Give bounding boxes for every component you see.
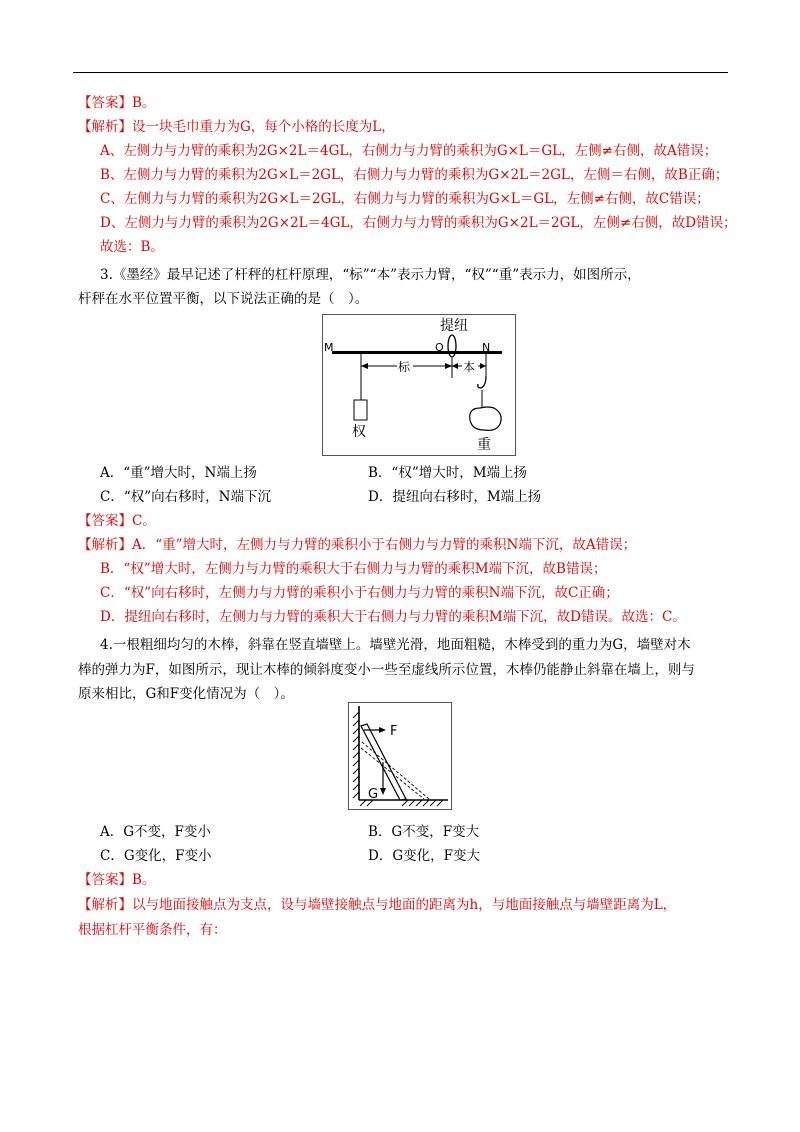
q4-analysis: 【解析】以与地面接触点为支点，设与墙壁接触点与地面的距离为h，与地面接触点与墙壁距离为L， [78, 897, 677, 913]
rod-wall-figure [348, 702, 452, 810]
q3-option-a: A．“重”增大时，N端上扬 [100, 465, 257, 481]
arrow-left-icon [361, 363, 368, 369]
q4-option-c: C．G变化，F变小 [100, 848, 212, 864]
label-biao: 标 [398, 360, 411, 374]
q3-stem: 杆秤在水平位置平衡，以下说法正确的是（ ）。 [78, 291, 369, 307]
q4-option-b: B．G不变，F变大 [368, 824, 480, 840]
arrow-right-icon [379, 727, 386, 733]
q3-analysis-first: 【解析】A．“重”增大时，左侧力与力臂的乘积小于右侧力与力臂的乘积N端下沉，故A错误； [78, 537, 637, 553]
q4-option-d: D．G变化，F变大 [368, 848, 480, 864]
header-rule [73, 72, 728, 73]
arrow-left-icon [452, 363, 458, 369]
label-ben: 本 [463, 360, 476, 374]
q4-stem: 原来相比，G和F变化情况为（ ）。 [78, 686, 294, 702]
q3-stem: 3.《墨经》最早记述了杆秤的杠杆原理，“标”“本”表示力臂，“权”“重”表示力，如图所示， [100, 267, 641, 283]
q3-option-c: C．“权”向右移时，N端下沉 [100, 489, 271, 505]
steelyard-figure [322, 314, 516, 456]
label-M: M [324, 341, 334, 354]
q2-analysis-line: B、左侧力与力臂的乘积为2G×L＝2GL，右侧力与力臂的乘积为G×2L＝2GL，左侧＝右侧，故B正确； [100, 167, 729, 183]
label-F: F [390, 724, 398, 739]
label-zhong: 重 [477, 437, 491, 453]
label-N: N [482, 341, 491, 354]
beam [332, 351, 502, 354]
q3-option-b: B．“权”增大时，M端上扬 [368, 465, 528, 481]
q4-stem: 4.一根粗细均匀的木棒，斜靠在竖直墙壁上。墙壁光滑，地面粗糙，木棒受到的重力为G，墙壁对木 [100, 637, 691, 653]
q3-analysis-line: B．“权”增大时，左侧力与力臂的乘积大于右侧力与力臂的乘积M端下沉，故B错误； [100, 561, 607, 577]
q2-analysis-line: C、左侧力与力臂的乘积为2G×L＝2GL，右侧力与力臂的乘积为G×L＝GL，左侧≠右侧，故C错误； [100, 191, 710, 207]
q3-analysis-line: C．“权”向右移时，左侧力与力臂的乘积小于右侧力与力臂的乘积N端下沉，故C正确； [100, 585, 619, 601]
q3-analysis-line: D．提纽向右移时，左侧力与力臂的乘积大于右侧力与力臂的乘积M端下沉，故D错误。故选：C。 [100, 609, 686, 625]
label-O: O [435, 341, 444, 354]
q4-stem: 棒的弹力为F，如图所示，现让木棒的倾斜度变小一些至虚线所示位置，木棒仍能静止斜靠在墙上，则与 [78, 662, 695, 678]
label-G: G [368, 787, 379, 802]
label-tizu: 提纽 [440, 318, 468, 334]
q2-analysis-line: 故选：B。 [100, 239, 164, 255]
q3-option-d: D．提纽向右移时，M端上扬 [368, 489, 542, 505]
quan-weight [354, 400, 367, 420]
q2-analysis-line: D、左侧力与力臂的乘积为2G×2L＝4GL，右侧力与力臂的乘积为G×2L＝2GL，左侧≠右侧，故D错误； [100, 215, 737, 231]
zhong-object [470, 407, 501, 430]
arrow-right-icon [480, 363, 486, 369]
arrow-down-icon [380, 788, 386, 795]
q2-analysis-intro: 【解析】设一块毛巾重力为G，每个小格的长度为L， [78, 119, 395, 135]
q4-answer: 【答案】B。 [78, 872, 156, 888]
q4-analysis-line: 根据杠杆平衡条件，有： [78, 922, 227, 938]
arrow-right-icon [445, 363, 452, 369]
label-quan: 权 [352, 424, 366, 440]
hook-icon [478, 376, 486, 388]
q4-option-a: A．G不变，F变小 [100, 824, 211, 840]
q2-answer: 【答案】B。 [78, 95, 156, 111]
q2-analysis-line: A、左侧力与力臂的乘积为2G×2L＝4GL，右侧力与力臂的乘积为G×L＝GL，左侧≠右侧，故A错误； [100, 143, 718, 159]
q3-answer: 【答案】C。 [78, 513, 156, 529]
